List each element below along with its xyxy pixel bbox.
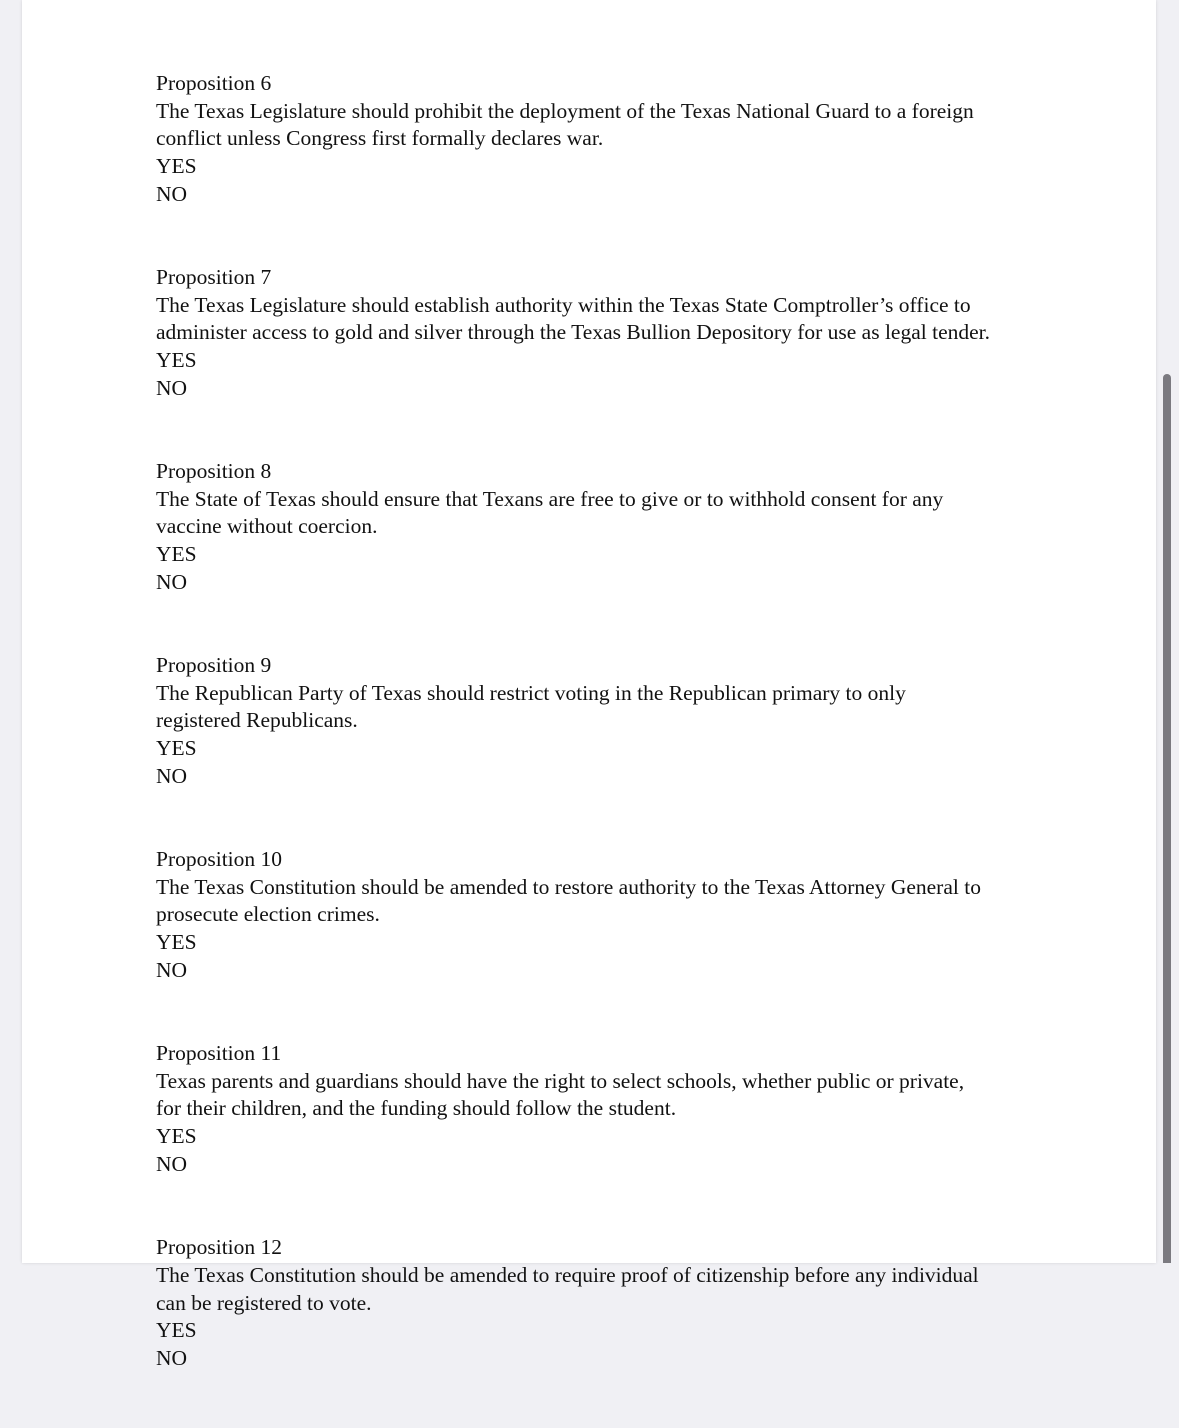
proposition-title: Proposition 12 bbox=[156, 1235, 283, 1260]
yes-option: YES bbox=[156, 154, 197, 179]
proposition-11 bbox=[156, 1040, 1056, 1179]
proposition-text-line: The Republican Party of Texas should restrict voting in the Republican primary to only bbox=[156, 680, 906, 705]
yes-option: YES bbox=[156, 348, 197, 373]
proposition-text-line: vaccine without coercion. bbox=[156, 514, 378, 539]
proposition-8 bbox=[156, 458, 1056, 597]
proposition-title: Proposition 9 bbox=[156, 653, 272, 678]
yes-option: YES bbox=[156, 930, 197, 955]
proposition-title: Proposition 10 bbox=[156, 847, 283, 872]
no-option: NO bbox=[156, 569, 188, 594]
proposition-text-line: for their children, and the funding should follow the student. bbox=[156, 1096, 677, 1121]
proposition-title: Proposition 8 bbox=[156, 459, 272, 484]
no-option: NO bbox=[156, 375, 188, 400]
yes-option: YES bbox=[156, 1124, 197, 1149]
proposition-title: Proposition 6 bbox=[156, 71, 272, 95]
yes-option: YES bbox=[156, 542, 197, 567]
proposition-text-line: administer access to gold and silver through the Texas Bullion Depository for use as legal tender. bbox=[156, 320, 991, 345]
document-page bbox=[22, 0, 1156, 1370]
proposition-7 bbox=[156, 264, 1056, 403]
no-option: NO bbox=[156, 1345, 188, 1370]
proposition-text-line: The Texas Constitution should be amended to restore authority to the Texas Attorney General to bbox=[156, 874, 981, 899]
no-option: NO bbox=[156, 957, 188, 982]
proposition-list bbox=[156, 70, 1056, 1428]
no-option: NO bbox=[156, 181, 188, 206]
proposition-text-line: can be registered to vote. bbox=[156, 1290, 372, 1315]
yes-option: YES bbox=[156, 1318, 197, 1343]
proposition-text-line: conflict unless Congress first formally declares war. bbox=[156, 126, 604, 151]
proposition-text-line: The Texas Legislature should establish authority within the Texas State Comptroller’s office to bbox=[156, 292, 971, 317]
yes-option: YES bbox=[156, 736, 197, 761]
proposition-text-line: The State of Texas should ensure that Texans are free to give or to withhold consent for any bbox=[156, 486, 944, 511]
proposition-text-line: registered Republicans. bbox=[156, 708, 358, 733]
proposition-12 bbox=[156, 1234, 1056, 1373]
proposition-text-line: The Texas Legislature should prohibit the deployment of the Texas National Guard to a foreign bbox=[156, 98, 974, 123]
proposition-10 bbox=[156, 846, 1056, 985]
proposition-title: Proposition 7 bbox=[156, 265, 272, 290]
no-option: NO bbox=[156, 1151, 188, 1176]
proposition-text-line: Texas parents and guardians should have the right to select schools, whether public or private, bbox=[156, 1068, 965, 1093]
proposition-6 bbox=[156, 70, 1056, 209]
no-option: NO bbox=[156, 763, 188, 788]
vertical-scrollbar[interactable] bbox=[1161, 0, 1171, 1263]
proposition-title: Proposition 11 bbox=[156, 1041, 282, 1066]
proposition-9 bbox=[156, 652, 1056, 791]
proposition-text-line: prosecute election crimes. bbox=[156, 902, 380, 927]
scrollbar-thumb[interactable] bbox=[1163, 374, 1171, 1263]
proposition-text-line: The Texas Constitution should be amended to require proof of citizenship before any individual bbox=[156, 1262, 979, 1287]
